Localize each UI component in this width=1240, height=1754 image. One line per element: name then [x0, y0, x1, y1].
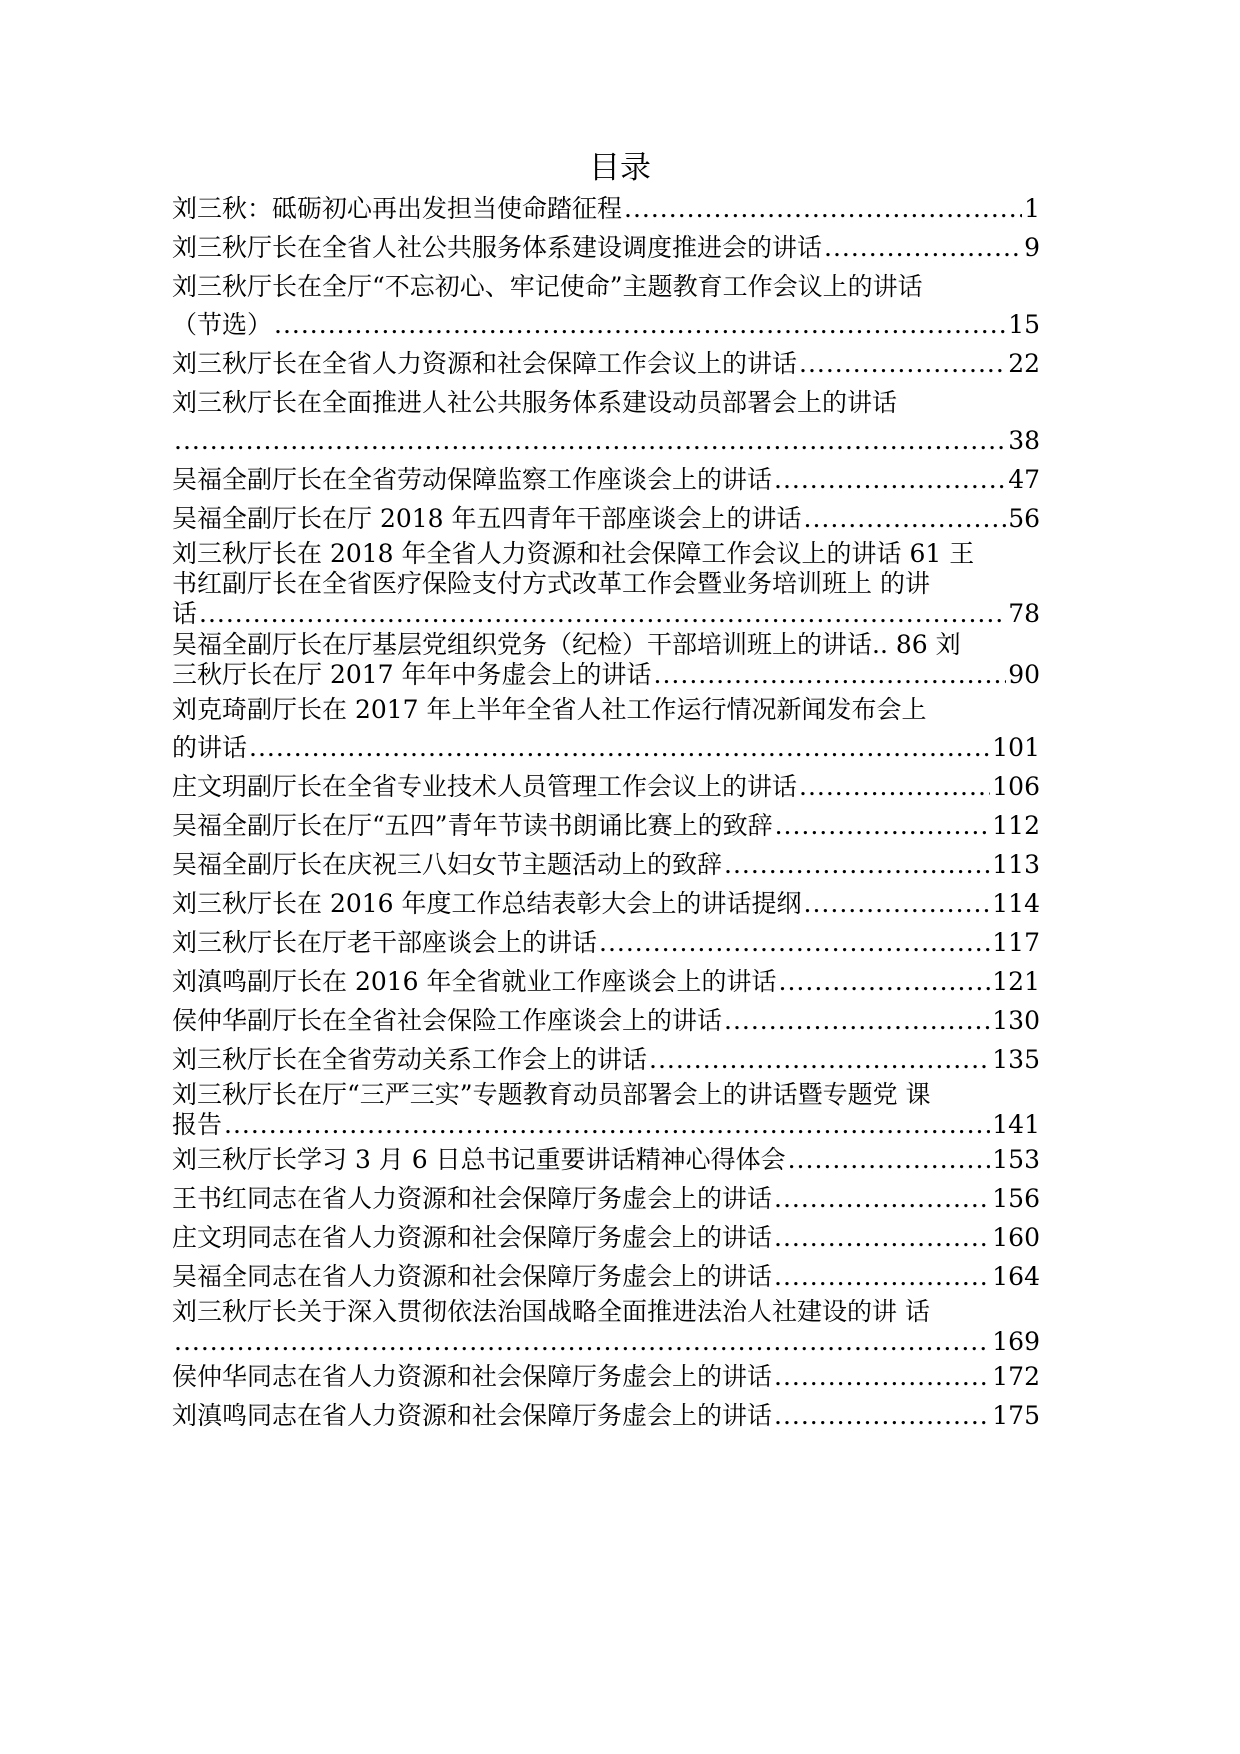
toc-entry-title: 吴福全副厅长在厅 2018 年五四青年干部座谈会上的讲话 [172, 504, 802, 533]
toc-title: 目录 [589, 150, 651, 186]
toc-entry-title: 刘三秋厅长学习 3 月 6 日总书记重要讲话精神心得体会 [172, 1145, 786, 1174]
toc-entry-title: 刘三秋：砥砺初心再出发担当使命踏征程 [172, 194, 623, 223]
toc-entry-page: 56 [1008, 504, 1040, 533]
toc-entry-page: 130 [992, 1006, 1040, 1035]
toc-entry[interactable] [172, 461, 1040, 499]
toc-entry-title: 话 [172, 599, 198, 628]
toc-entry-title: 刘滇鸣副厅长在 2016 年全省就业工作座谈会上的讲话 [172, 967, 777, 996]
toc-entry-title-line1: 吴福全副厅长在厅基层党组织党务（纪检）干部培训班上的讲话.. 86 刘 [172, 630, 961, 659]
leader-dots [649, 1041, 990, 1079]
toc-entry[interactable] [172, 630, 1040, 690]
leader-dots [788, 1141, 991, 1179]
toc-entry[interactable] [172, 691, 1040, 767]
toc-entry[interactable] [172, 500, 1040, 538]
toc-entry-page: 78 [1008, 599, 1040, 628]
leader-dots [774, 1219, 990, 1257]
leader-dots [774, 1258, 990, 1296]
toc-entry-title-line1: 刘三秋厅长在全厅“不忘初心、牢记使命”主题教育工作会议上的讲话 [172, 272, 923, 301]
leader-dots [654, 660, 1007, 690]
toc-entry-title: （节选） [172, 310, 273, 339]
toc-entry-title: 报告 [172, 1110, 223, 1139]
toc-entry-title: 庄文玥同志在省人力资源和社会保障厅务虚会上的讲话 [172, 1223, 773, 1252]
toc-entry-title: 侯仲华同志在省人力资源和社会保障厅务虚会上的讲话 [172, 1362, 773, 1391]
toc-entry-page: 172 [992, 1362, 1040, 1391]
toc-entry-title: 王书红同志在省人力资源和社会保障厅务虚会上的讲话 [172, 1184, 773, 1213]
toc-entry[interactable] [172, 1297, 1040, 1357]
toc-entry-title: 刘三秋厅长在厅老干部座谈会上的讲话 [172, 928, 598, 957]
toc-entry-page: 135 [992, 1045, 1040, 1074]
toc-entry-title: 吴福全同志在省人力资源和社会保障厅务虚会上的讲话 [172, 1262, 773, 1291]
toc-entry-page: 47 [1008, 465, 1040, 494]
toc-entry-title: 侯仲华副厅长在全省社会保险工作座谈会上的讲话 [172, 1006, 723, 1035]
toc-entry[interactable] [172, 1258, 1040, 1296]
leader-dots [774, 1180, 990, 1218]
toc-entry[interactable] [172, 1080, 1040, 1140]
toc-entry[interactable] [172, 384, 1040, 460]
leader-dots [724, 846, 990, 884]
toc-entry-page: 1 [1024, 194, 1040, 223]
toc-entry-page: 101 [992, 733, 1040, 762]
toc-entry-page: 22 [1008, 349, 1040, 378]
toc-entry-title: 刘三秋厅长在 2016 年度工作总结表彰大会上的讲话提纲 [172, 889, 802, 918]
toc-entry-title-line1: 刘三秋厅长关于深入贯彻依法治国战略全面推进法治人社建设的讲 话 [172, 1297, 930, 1326]
table-of-contents [172, 190, 1040, 1436]
leader-dots [274, 306, 1006, 344]
leader-dots [774, 461, 1006, 499]
leader-dots [774, 1397, 990, 1435]
toc-entry-title: 三秋厅长在厅 2017 年年中务虚会上的讲话 [172, 660, 652, 689]
toc-entry[interactable] [172, 190, 1040, 228]
leader-dots [624, 190, 1022, 228]
leader-dots [804, 885, 991, 923]
toc-entry-page: 9 [1024, 233, 1040, 262]
toc-entry-page: 141 [992, 1110, 1040, 1139]
leader-dots [599, 924, 990, 962]
toc-entry[interactable] [172, 885, 1040, 923]
toc-entry[interactable] [172, 1397, 1040, 1435]
toc-entry-page: 15 [1008, 310, 1040, 339]
leader-dots [174, 1327, 990, 1357]
toc-entry-page: 153 [992, 1145, 1040, 1174]
toc-entry[interactable] [172, 1141, 1040, 1179]
toc-entry-title: 刘三秋厅长在全省劳动关系工作会上的讲话 [172, 1045, 648, 1074]
toc-entry[interactable] [172, 345, 1040, 383]
toc-entry-page: 164 [992, 1262, 1040, 1291]
toc-entry-title-line1: 刘三秋厅长在 2018 年全省人力资源和社会保障工作会议上的讲话 61 王 [172, 539, 975, 568]
toc-entry-title-line1: 刘克琦副厅长在 2017 年上半年全省人社工作运行情况新闻发布会上 [172, 695, 927, 724]
toc-entry[interactable] [172, 1219, 1040, 1257]
toc-entry-page: 38 [1008, 426, 1040, 455]
leader-dots [775, 807, 991, 845]
toc-entry-page: 106 [992, 772, 1040, 801]
toc-entry-page: 112 [992, 811, 1040, 840]
toc-entry[interactable] [172, 1180, 1040, 1218]
leader-dots [824, 229, 1022, 267]
leader-dots [174, 422, 1006, 460]
toc-entry[interactable] [172, 229, 1040, 267]
toc-entry-page: 169 [992, 1327, 1040, 1356]
toc-entry[interactable] [172, 846, 1040, 884]
leader-dots [779, 963, 991, 1001]
toc-entry-title: 刘三秋厅长在全省人力资源和社会保障工作会议上的讲话 [172, 349, 798, 378]
toc-entry-page: 160 [992, 1223, 1040, 1252]
toc-entry[interactable] [172, 768, 1040, 806]
toc-entry-page: 117 [992, 928, 1040, 957]
toc-entry-page: 156 [992, 1184, 1040, 1213]
toc-entry[interactable] [172, 1041, 1040, 1079]
toc-entry-page: 121 [992, 967, 1040, 996]
leader-dots [774, 1358, 990, 1396]
leader-dots [799, 345, 1006, 383]
toc-entry[interactable] [172, 1358, 1040, 1396]
toc-entry[interactable] [172, 268, 1040, 344]
toc-entry-page: 113 [992, 850, 1040, 879]
toc-entry[interactable] [172, 539, 1040, 629]
toc-entry-title: 的讲话 [172, 733, 248, 762]
toc-entry-title: 庄文玥副厅长在全省专业技术人员管理工作会议上的讲话 [172, 772, 798, 801]
leader-dots [724, 1002, 990, 1040]
toc-entry-title-line2: 书红副厅长在全省医疗保险支付方式改革工作会暨业务培训班上 的讲 [172, 569, 930, 598]
toc-entry-page: 90 [1008, 660, 1040, 689]
toc-entry-title: 刘三秋厅长在全省人社公共服务体系建设调度推进会的讲话 [172, 233, 823, 262]
leader-dots [249, 729, 990, 767]
leader-dots [804, 500, 1007, 538]
toc-entry[interactable] [172, 963, 1040, 1001]
toc-entry-title: 吴福全副厅长在全省劳动保障监察工作座谈会上的讲话 [172, 465, 773, 494]
toc-entry-title: 刘滇鸣同志在省人力资源和社会保障厅务虚会上的讲话 [172, 1401, 773, 1430]
toc-entry-title: 吴福全副厅长在厅“五四”青年节读书朗诵比赛上的致辞 [172, 811, 773, 840]
toc-entry-page: 175 [992, 1401, 1040, 1430]
leader-dots [799, 768, 990, 806]
toc-entry[interactable] [172, 924, 1040, 962]
toc-entry[interactable] [172, 1002, 1040, 1040]
toc-entry[interactable] [172, 807, 1040, 845]
toc-entry-title-line1: 刘三秋厅长在厅“三严三实”专题教育动员部署会上的讲话暨专题党 课 [172, 1080, 931, 1109]
leader-dots [199, 599, 1006, 629]
toc-entry-page: 114 [992, 889, 1040, 918]
toc-entry-title: 吴福全副厅长在庆祝三八妇女节主题活动上的致辞 [172, 850, 723, 879]
toc-entry-title-line1: 刘三秋厅长在全面推进人社公共服务体系建设动员部署会上的讲话 [172, 388, 898, 417]
leader-dots [224, 1110, 990, 1140]
